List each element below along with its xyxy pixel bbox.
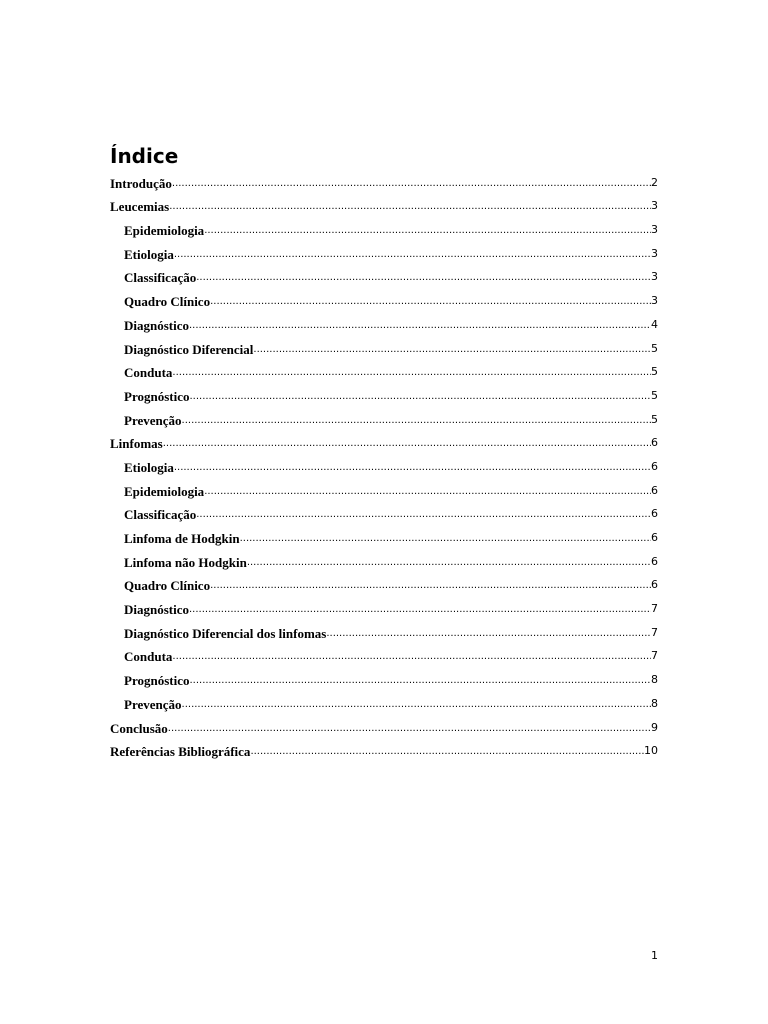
toc-dot-leader (189, 318, 651, 333)
toc-title: Índice (110, 144, 179, 168)
toc-dot-leader (172, 176, 651, 191)
toc-entry-label: Quadro Clínico (124, 578, 211, 594)
toc-entry[interactable] (110, 405, 658, 429)
toc-entry-page-number: 8 (651, 696, 658, 710)
toc-entry[interactable] (110, 334, 658, 358)
toc-entry[interactable] (110, 689, 658, 713)
toc-entry[interactable] (110, 594, 658, 618)
toc-entry[interactable] (110, 547, 658, 571)
toc-entry-label: Introdução (110, 175, 172, 191)
toc-dot-leader (163, 436, 651, 451)
toc-entry-label: Diagnóstico (124, 602, 189, 618)
toc-entry-page-number: 8 (651, 673, 658, 687)
toc-entry-label: Conduta (124, 365, 173, 381)
toc-entry[interactable] (110, 168, 658, 192)
toc-entry-page-number: 7 (651, 602, 658, 616)
toc-entry[interactable] (110, 429, 658, 453)
toc-entry-label: Referências Bibliográfica (110, 744, 251, 760)
toc-entry-page-number: 2 (651, 175, 658, 189)
toc-entry[interactable] (110, 642, 658, 666)
toc-dot-leader (196, 270, 651, 285)
toc-dot-leader (189, 673, 651, 688)
toc-entry-page-number: 7 (651, 649, 658, 663)
toc-entry-page-number: 10 (644, 744, 658, 758)
toc-entry-label: Epidemiologia (124, 483, 205, 499)
toc-dot-leader (168, 721, 651, 736)
toc-dot-leader (189, 602, 651, 617)
toc-entry-label: Prognóstico (124, 388, 190, 404)
toc-entry-page-number: 5 (651, 341, 658, 355)
page-number: 1 (651, 949, 658, 962)
toc-entry[interactable] (110, 523, 658, 547)
toc-entry-label: Prevenção (124, 696, 182, 712)
toc-entry[interactable] (110, 665, 658, 689)
toc-dot-leader (172, 365, 651, 380)
toc-entry[interactable] (110, 713, 658, 737)
toc-entry-page-number: 7 (651, 625, 658, 639)
table-of-contents (110, 168, 658, 760)
toc-entry-page-number: 6 (651, 531, 658, 544)
toc-entry-page-number: 6 (651, 578, 658, 592)
toc-dot-leader (182, 697, 651, 712)
toc-dot-leader (253, 342, 651, 357)
toc-entry-page-number: 6 (651, 507, 658, 521)
toc-entry-page-number: 3 (651, 246, 658, 260)
toc-entry-page-number: 4 (651, 317, 658, 331)
toc-entry-page-number: 5 (651, 365, 658, 379)
toc-entry-page-number: 5 (651, 388, 658, 402)
toc-entry-label: Leucemias (110, 199, 170, 215)
toc-entry-label: Diagnóstico Diferencial (124, 341, 254, 357)
toc-entry-page-number: 6 (651, 554, 658, 568)
toc-entry[interactable] (110, 239, 658, 263)
toc-entry-page-number: 3 (651, 223, 658, 237)
toc-entry-label: Quadro Clínico (124, 294, 211, 310)
toc-dot-leader (169, 199, 651, 214)
toc-dot-leader (196, 507, 651, 522)
toc-dot-leader (210, 578, 651, 593)
toc-entry-label: Epidemiologia (124, 223, 205, 239)
toc-entry[interactable] (110, 192, 658, 216)
toc-dot-leader (174, 247, 651, 262)
toc-entry-page-number: 3 (651, 270, 658, 284)
toc-entry-label: Diagnóstico (124, 317, 189, 333)
toc-entry-label: Conduta (124, 649, 173, 665)
toc-dot-leader (247, 555, 651, 570)
toc-entry-label: Classificação (124, 507, 197, 523)
toc-entry-label: Linfoma de Hodgkin (124, 531, 240, 546)
toc-entry[interactable] (110, 358, 658, 382)
toc-entry[interactable] (110, 310, 658, 334)
toc-entry-label: Prognóstico (124, 673, 190, 689)
toc-dot-leader (240, 531, 651, 546)
toc-entry-page-number: 3 (651, 199, 658, 213)
toc-entry-label: Prevenção (124, 412, 182, 428)
toc-dot-leader (182, 413, 651, 428)
toc-entry-page-number: 6 (651, 459, 658, 473)
toc-dot-leader (189, 389, 651, 404)
toc-dot-leader (172, 649, 651, 664)
toc-entry-label: Diagnóstico Diferencial dos linfomas (124, 625, 327, 641)
toc-entry-label: Etiologia (124, 459, 174, 475)
toc-entry[interactable] (110, 263, 658, 287)
toc-entry[interactable] (110, 381, 658, 405)
toc-entry[interactable] (110, 500, 658, 524)
toc-dot-leader (174, 460, 651, 475)
toc-entry-page-number: 5 (651, 412, 658, 426)
toc-entry-page-number: 6 (651, 483, 658, 497)
toc-entry-page-number: 6 (651, 436, 658, 450)
toc-entry-label: Linfoma não Hodgkin (124, 554, 247, 570)
toc-entry[interactable] (110, 452, 658, 476)
toc-entry[interactable] (110, 476, 658, 500)
toc-entry-page-number: 9 (651, 720, 658, 734)
toc-dot-leader (204, 484, 651, 499)
toc-entry-label: Linfomas (110, 436, 163, 452)
toc-entry-label: Etiologia (124, 246, 174, 262)
toc-dot-leader (204, 223, 651, 238)
toc-entry[interactable] (110, 215, 658, 239)
toc-entry-page-number: 3 (651, 294, 658, 308)
toc-entry[interactable] (110, 618, 658, 642)
toc-entry[interactable] (110, 571, 658, 595)
toc-dot-leader (326, 626, 651, 641)
toc-entry-label: Conclusão (110, 720, 168, 736)
toc-dot-leader (250, 744, 644, 759)
toc-entry[interactable] (110, 737, 658, 761)
toc-entry-label: Classificação (124, 270, 197, 286)
toc-entry[interactable] (110, 286, 658, 310)
toc-dot-leader (210, 294, 651, 309)
